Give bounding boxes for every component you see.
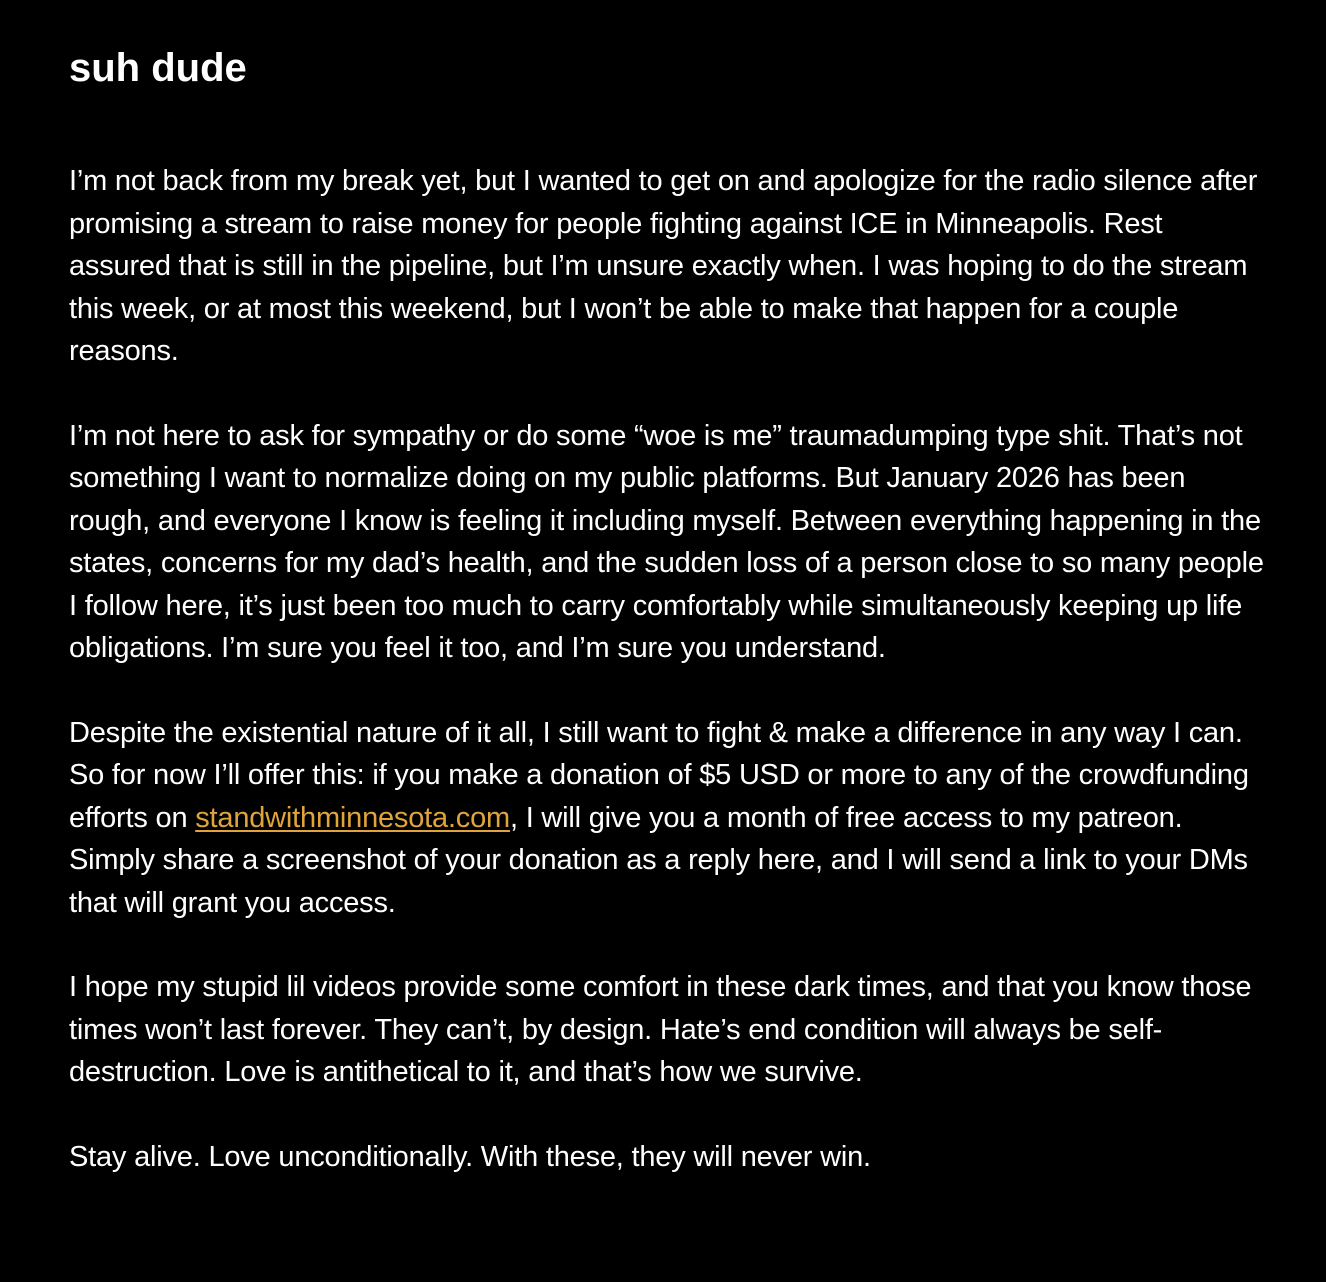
post-title: suh dude [69, 46, 247, 90]
paragraph-hope: I hope my stupid lil videos provide some comfort in these dark times, and that you know those times won’t last forever. They can’t, by design. Hate’s end condition will always be self-destruction. Love is antithetical to it, and that’s how we survive. [69, 971, 1252, 1088]
paragraph-donation [69, 712, 1272, 925]
paragraph-signoff: Stay alive. Love unconditionally. With these, they will never win. [69, 1140, 871, 1173]
donation-text-before-link: Despite the existential nature of it all, I still want to fight & make a difference in any way I can. So for now I’ll offer this: if you make a donation of $5 USD or more to any of the crowdfunding efforts on [69, 716, 1249, 834]
post-body [69, 160, 1272, 1178]
standwithminnesota-link[interactable]: standwithminnesota.com [195, 801, 510, 834]
paragraph-apology: I’m not back from my break yet, but I wanted to get on and apologize for the radio silence after promising a stream to raise money for people fighting against ICE in Minneapolis. Rest assured that is still in the pipeline, but I’m unsure exactly when. I was hoping to do the stream this week, or at most this weekend, but I won’t be able to make that happen for a couple reasons. [69, 165, 1258, 367]
paragraph-context: I’m not here to ask for sympathy or do some “woe is me” traumadumping type shit. That’s not something I want to normalize doing on my public platforms. But January 2026 has been rough, and everyone I know is feeling it including myself. Between everything happening in the states, concerns for my dad’s health, and the sudden loss of a person close to so many people I follow here, it’s just been too much to carry comfortably while simultaneously keeping up life obligations. I’m sure you feel it too, and I’m sure you understand. [69, 419, 1264, 664]
donation-text-after-link: , I will give you a month of free access to my patreon. Simply share a screenshot of your donation as a reply here, and I will send a link to your DMs that will grant you access. [69, 801, 1248, 919]
